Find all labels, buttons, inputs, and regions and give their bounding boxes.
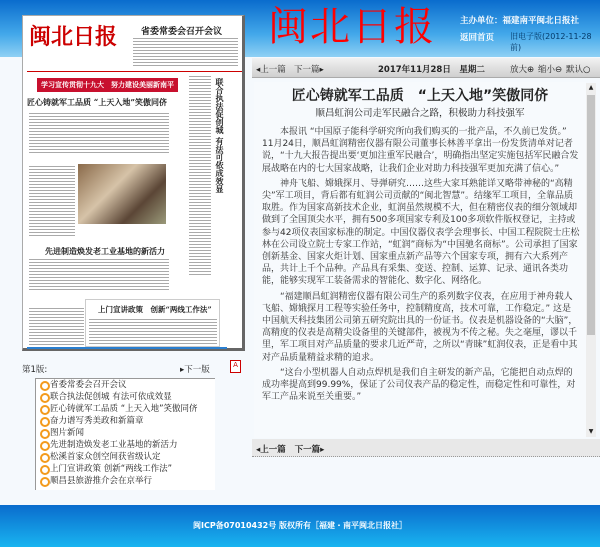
scrollbar-thumb[interactable] — [587, 95, 595, 335]
scroll-up-icon[interactable]: ▲ — [588, 84, 594, 91]
paper-headline[interactable]: 先进制造焕发老工业基地的新活力 — [45, 246, 165, 256]
next-article-link[interactable]: 下一篇▸ — [294, 445, 325, 455]
list-item[interactable]: 联合执法促创城 有法可依成效显 — [36, 391, 215, 403]
zoom-in-button[interactable]: 放大⊕ — [510, 65, 535, 75]
list-item[interactable]: 图片新闻 — [36, 427, 215, 439]
bottom-article-nav — [252, 439, 600, 457]
paper-masthead: 闽北日报 — [29, 24, 118, 50]
zoom-out-button[interactable]: 缩小⊖ — [538, 65, 563, 75]
home-link[interactable]: 返回首页 — [460, 33, 495, 43]
scroll-down-icon[interactable]: ▼ — [588, 428, 594, 435]
news-photo — [78, 164, 166, 224]
paper-banner: 学习宣传贯彻十九大 努力建设美丽新南平 — [37, 78, 178, 92]
article-title: 匠心铸就军工品质 “上天入地”笑傲同侪 — [291, 88, 549, 104]
site-logo[interactable]: 闽北日报 — [268, 4, 436, 50]
list-item[interactable]: 上门宣讲政策 创新“两线工作法” — [36, 463, 215, 475]
article-subtitle: 顺昌虹润公司走军民融合之路，积极助力科技强军 — [315, 108, 525, 119]
edition-label: 第1版: — [22, 365, 48, 375]
article-content — [254, 82, 586, 438]
article-scrollbar[interactable] — [586, 83, 596, 437]
paper-headline[interactable]: 联合执法促创城 有法可依成效显 — [215, 78, 225, 193]
list-item[interactable]: 顺昌县旅游推介会在京举行 — [36, 475, 215, 487]
prev-article-link[interactable]: ◂上一篇 — [256, 65, 286, 75]
list-item[interactable]: 奋力谱写秀美政和新篇章 — [36, 415, 215, 427]
list-item[interactable]: 匠心铸就军工品质 “上天入地”笑傲同侪 — [36, 403, 215, 415]
old-edition-link[interactable]: 旧电子版(2012-11-28前) — [510, 32, 592, 52]
default-size-button[interactable]: 默认○ — [566, 65, 591, 75]
article-paragraph: 神舟飞船、嫦娥探月、导弹研究……这些大家耳熟能详又略带神秘的“高精尖”军工项目，背后都有虹润公司贡献的“闽北智慧”。结缘军工项目，全靠品质取胜。作为国家高新技术企业，虹润虽然规模不大，但在精密仪表的细分领域却做到了全国顶尖水平，拥有500多项国家专利及100多项软件版权登记，主持或参与42项仪表国家标准的制定。中国仪器仪表学会理事长、中国工程院院士庄松林在公司设立院士专家工作站，“虹润”商标为“中国驰名商标”。公司承担了国家创新基金、国家火炬计划、国家重点新产品等六个国家专项，拥有六大系列产品，共计上千个品种。产品具有采集、变送、控制、运算、记录、通讯各类功能，能够实现军工装备需求的智能化、数字化、网络化。 — [262, 178, 580, 287]
article-toolbar — [252, 58, 600, 78]
article-paragraph: “福建顺昌虹润精密仪器有限公司生产的系列数字仪表，在应用于神舟载人飞船、嫦娥探月工程等实验任务中，控制精度高，技术可靠，工作稳定。” 这是中国航天科技集团公司第五研究院出具的一份证书。仪表是机器设备的“大脑”，高精度的仪表是高精尖设备里的关键部件，被视为不传之秘。失之毫厘，谬以千里，军工项目对产品质量的要求几近严苛，之所以“青睐”虹润仪表，正是看中其对产品质量精益求精的追求。 — [262, 291, 578, 363]
list-item[interactable]: 先进制造焕发老工业基地的新活力 — [36, 439, 215, 451]
paper-headline[interactable]: 匠心铸就军工品质 “上天入地”笑傲同侪 — [27, 97, 167, 107]
article-list — [35, 378, 215, 490]
article-paragraph: 本报讯 “中国原子能科学研究所向我们购买的一批产品，不久前已发货。” 11月24日，顺昌虹润精密仪器有限公司董事长林善平拿出一份发货清单对记者说，“十九大报告提出要‘更加注重军民融合’，明确指出坚定实施包括军民融合发展战略在内的七大国家战略，让我们企业对助力科技强军更加充满了信心。” — [262, 127, 579, 174]
next-edition-link[interactable]: ▸下一版 — [180, 365, 210, 375]
paper-headline[interactable]: 上门宣讲政策 创新“两线工作法” — [98, 305, 212, 314]
paper-headline[interactable]: 省委常委会召开会议 — [141, 27, 223, 37]
next-article-link[interactable]: 下一篇▸ — [294, 65, 324, 75]
site-footer: 闽ICP备07010432号 版权所有［福建・南平闽北日报社］ — [0, 505, 600, 547]
list-item[interactable]: 松溪首家众创空间获省级认定 — [36, 451, 215, 463]
list-item[interactable]: 省委常委会召开会议 — [36, 379, 215, 391]
pdf-icon[interactable]: A — [230, 360, 241, 373]
issue-date: 2017年11月28日 星期二 — [378, 65, 485, 75]
newspaper-page-image[interactable] — [22, 15, 245, 351]
prev-article-link[interactable]: ◂上一篇 — [256, 445, 286, 455]
sponsor-text: 主办单位：福建南平闽北日报社 — [460, 16, 580, 26]
article-paragraph: “这台小型机器人自动点焊机是我们自主研发的新产品，它能把自动点焊的成功率提高到99.99%，保证了公司仪表产品的稳定性，而稳定性和可靠性，对军工产品来说至关重要。” — [262, 367, 576, 403]
